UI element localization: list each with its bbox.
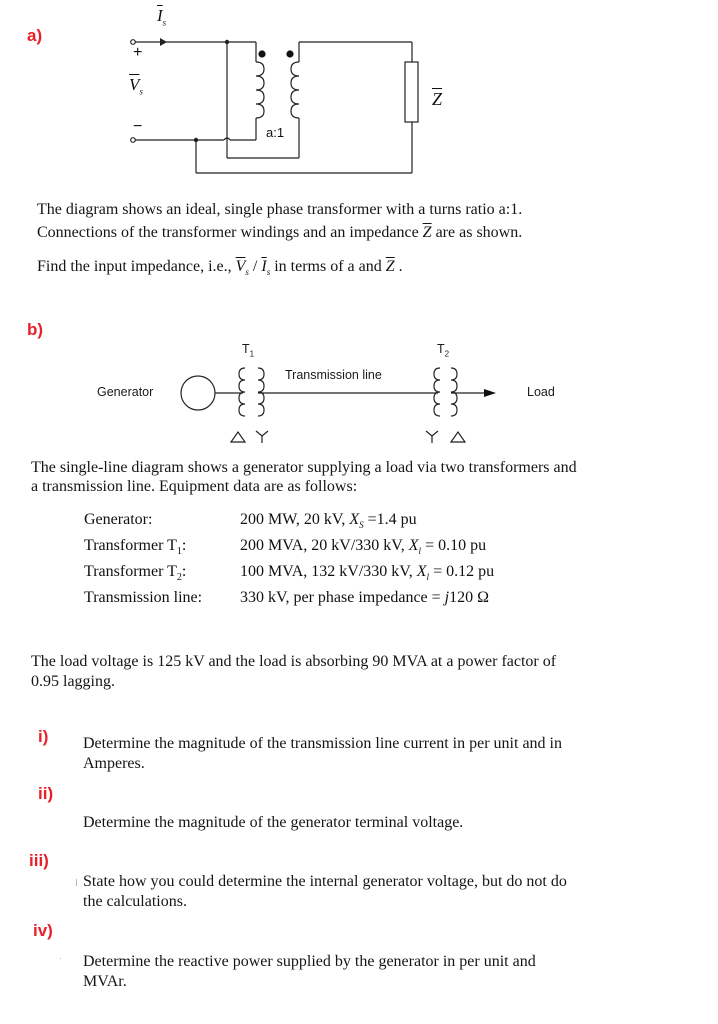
load-text-line1: The load voltage is 125 kV and the load is absorbing 90 MVA at a power factor of bbox=[31, 653, 557, 670]
question-label: i) bbox=[38, 727, 49, 746]
question-label: iii) bbox=[29, 851, 49, 870]
question-text: Amperes. bbox=[83, 755, 145, 772]
equipment-value: 100 MVA, 132 kV/330 kV, $X_l = 0.12$ pu bbox=[240, 563, 495, 583]
part-a-text-line1: The diagram shows an ideal, single phase transformer with a turns ratio a:1. bbox=[37, 201, 523, 218]
impedance-label: $\overline{Z}$ bbox=[432, 89, 443, 109]
load-arrow bbox=[484, 389, 496, 397]
question-text: the calculations. bbox=[83, 893, 187, 910]
load-label: Load bbox=[527, 385, 555, 399]
current-label: $\overline{I}_s$ bbox=[157, 6, 167, 28]
equipment-name: Generator: bbox=[84, 511, 153, 528]
t2-label: $T_2$ bbox=[437, 342, 450, 359]
equipment-name: Transmission line: bbox=[84, 589, 203, 606]
generator-label: Generator bbox=[97, 385, 154, 399]
transmission-line-label: Transmission line bbox=[285, 368, 382, 382]
part-b-label: b) bbox=[27, 320, 44, 339]
question-label: ii) bbox=[38, 784, 54, 803]
part-b-intro-line2: a transmission line. Equipment data are as follows: bbox=[31, 478, 358, 495]
scan-artifact bbox=[60, 958, 61, 959]
plus-sign: + bbox=[133, 44, 143, 61]
part-a-question: Find the input impedance, i.e., $\overline{V}_s / \overline{I}_s$ in terms of a and $\overline{Z}$ . bbox=[37, 258, 403, 278]
equipment-value: 200 MW, 20 kV, $X_S =1.4$ pu bbox=[240, 511, 417, 531]
part-b-intro-line1: The single-line diagram shows a generator supplying a load via two transformers and bbox=[31, 459, 577, 476]
generator-symbol bbox=[181, 376, 215, 410]
part-a-text-line2: Connections of the transformer windings and an impedance $\overline{Z}$ are as shown. bbox=[37, 224, 523, 241]
equipment-name: Transformer $T_2$: bbox=[84, 563, 187, 584]
t1-label: $T_1$ bbox=[242, 342, 255, 359]
equipment-value: 330 kV, per phase impedance = j120 Ω bbox=[240, 589, 490, 606]
part-a-label: a) bbox=[27, 26, 43, 45]
question-text: Determine the magnitude of the transmission line current in per unit and in bbox=[83, 735, 562, 752]
equipment-name: Transformer $T_1$: bbox=[84, 537, 187, 558]
scan-artifact bbox=[76, 879, 77, 886]
equipment-value: 200 MVA, 20 kV/330 kV, $X_l = 0.10$ pu bbox=[240, 537, 487, 557]
question-text: MVAr. bbox=[83, 973, 127, 990]
question-text: Determine the magnitude of the generator terminal voltage. bbox=[83, 814, 464, 831]
question-text: State how you could determine the internal generator voltage, but do not do bbox=[83, 873, 567, 890]
load-text-line2: 0.95 lagging. bbox=[31, 673, 115, 690]
turns-ratio-label: a:1 bbox=[266, 125, 285, 140]
minus-sign: − bbox=[133, 118, 143, 135]
question-label: iv) bbox=[33, 921, 53, 940]
question-text: Determine the reactive power supplied by the generator in per unit and bbox=[83, 953, 536, 970]
voltage-label: $\overline{V}_s$ bbox=[129, 75, 143, 97]
